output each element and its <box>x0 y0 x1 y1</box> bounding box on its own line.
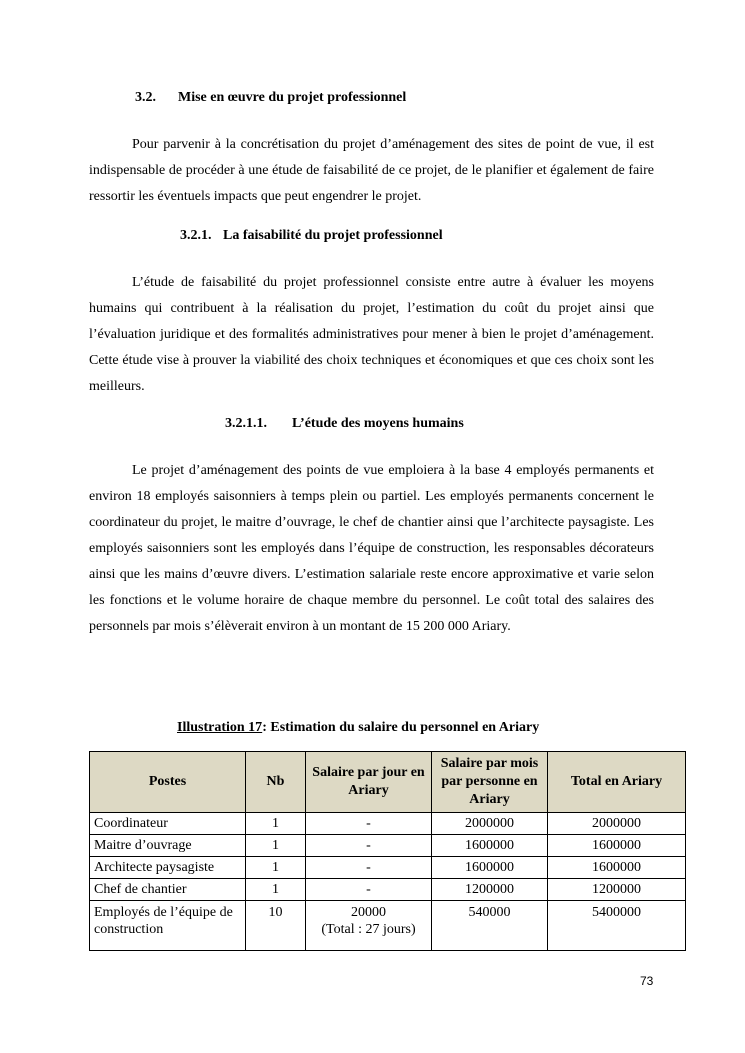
cell-daily: - <box>306 835 432 857</box>
cell-daily: - <box>306 857 432 879</box>
paragraph-intro: Pour parvenir à la concrétisation du projet d’aménagement des sites de point de vue, il est indispensable de procéder à une étude de faisabilité de ce projet, de le planifier et également de faire ressortir les éventuels impacts que peut engendrer le projet. <box>89 137 654 204</box>
section-title: Mise en œuvre du projet professionnel <box>178 90 407 105</box>
cell-total: 1600000 <box>548 857 686 879</box>
table-row <box>90 857 686 879</box>
caption-label: Illustration 17 <box>177 720 263 735</box>
table-row <box>90 901 686 951</box>
section-number: 3.2.1.1. <box>225 416 267 431</box>
cell-nb: 10 <box>246 901 306 951</box>
paragraph-human-resources: Le projet d’aménagement des points de vue emploiera à la base 4 employés permanents et environ 18 employés saisonniers à temps plein ou partiel. Les employés permanents concernent le coordinateur du projet, le maitre d’ouvrage, le chef de chantier ainsi que l’architecte paysagiste. Les employés saisonniers sont les employés dans l’équipe de construction, les responsables décorateurs ainsi que les mains d’œuvre divers. L’estimation salariale reste encore approximative et varie selon les fonctions et le volume horaire de chaque membre du personnel. Le coût total des salaires des personnels par mois s’élèverait environ à un montant de 15 200 000 Ariary. <box>89 463 654 634</box>
paragraph-feasibility: L’étude de faisabilité du projet professionnel consiste entre autre à évaluer les moyens humains qui contribuent à la réalisation du projet, l’estimation du coût du projet ainsi que l’évaluation juridique et des formalités administratives pour mener à bien le projet d’aménagement. Cette étude vise à prouver la viabilité des choix techniques et économiques et que ces choix sont les meilleurs. <box>89 275 654 394</box>
cell-nb: 1 <box>246 857 306 879</box>
table-header-row <box>90 752 686 813</box>
cell-poste: Coordinateur <box>90 813 246 835</box>
header-total: Total en Ariary <box>548 752 686 813</box>
table-row <box>90 813 686 835</box>
daily-note: (Total : 27 jours) <box>321 922 416 937</box>
cell-nb: 1 <box>246 813 306 835</box>
section-heading-3-2 <box>135 90 406 106</box>
section-heading-3-2-1-1 <box>225 416 464 432</box>
cell-monthly: 1200000 <box>432 879 548 901</box>
table-row <box>90 879 686 901</box>
cell-monthly: 540000 <box>432 901 548 951</box>
cell-nb: 1 <box>246 835 306 857</box>
section-heading-3-2-1 <box>180 228 443 244</box>
section-number: 3.2. <box>135 90 156 105</box>
cell-total: 1600000 <box>548 835 686 857</box>
cell-total: 2000000 <box>548 813 686 835</box>
cell-daily: - <box>306 879 432 901</box>
cell-monthly: 2000000 <box>432 813 548 835</box>
page-number: 73 <box>640 974 654 988</box>
cell-poste: Employés de l’équipe de construction <box>90 901 246 951</box>
section-title: La faisabilité du projet professionnel <box>223 228 443 243</box>
table-row <box>90 835 686 857</box>
header-monthly-salary: Salaire par mois par personne en Ariary <box>432 752 548 813</box>
section-number: 3.2.1. <box>180 228 212 243</box>
header-nb: Nb <box>246 752 306 813</box>
cell-total: 5400000 <box>548 901 686 951</box>
daily-value: 20000 <box>351 905 386 920</box>
cell-total: 1200000 <box>548 879 686 901</box>
cell-poste: Maitre d’ouvrage <box>90 835 246 857</box>
cell-poste: Chef de chantier <box>90 879 246 901</box>
table-caption <box>177 720 539 736</box>
section-title: L’étude des moyens humains <box>292 416 464 431</box>
cell-monthly: 1600000 <box>432 857 548 879</box>
header-daily-salary: Salaire par jour en Ariary <box>306 752 432 813</box>
cell-daily <box>306 901 432 951</box>
caption-text: : Estimation du salaire du personnel en Ariary <box>262 720 540 735</box>
cell-poste: Architecte paysagiste <box>90 857 246 879</box>
cell-monthly: 1600000 <box>432 835 548 857</box>
cell-daily: - <box>306 813 432 835</box>
header-postes: Postes <box>90 752 246 813</box>
salary-table <box>89 751 686 951</box>
cell-nb: 1 <box>246 879 306 901</box>
